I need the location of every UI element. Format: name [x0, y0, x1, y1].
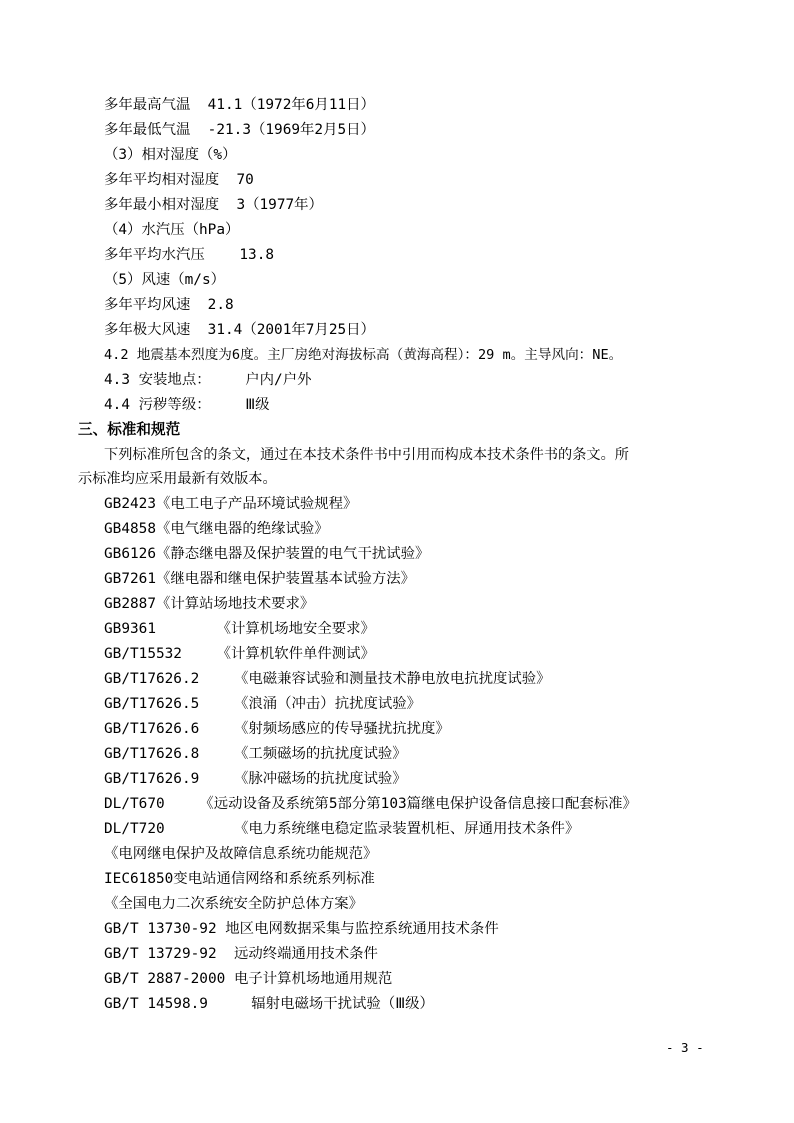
climate-line: （3）相对湿度（%） [104, 147, 237, 163]
standard-item: DL/T670 《远动设备及系统第5部分第103篇继电保护设备信息接口配套标准》 [104, 796, 637, 812]
standard-item: GB/T 13730-92 地区电网数据采集与监控系统通用技术条件 [104, 921, 499, 937]
standard-item: GB2887《计算站场地技术要求》 [104, 596, 315, 612]
standard-item: GB/T17626.6 《射频场感应的传导骚扰抗扰度》 [104, 721, 450, 737]
standard-item: 《全国电力二次系统安全防护总体方案》 [104, 896, 364, 912]
standard-item: GB6126《静态继电器及保护装置的电气干扰试验》 [104, 546, 430, 562]
standard-item: GB2423《电工电子产品环境试验规程》 [104, 496, 358, 512]
climate-line: 多年平均水汽压 13.8 [104, 247, 275, 263]
section-intro: 下列标准所包含的条文，通过在本技术条件书中引用而构成本技术条件书的条文。所 [104, 447, 629, 463]
standard-item: GB/T15532 《计算机软件单件测试》 [104, 646, 375, 662]
climate-line: 多年平均风速 2.8 [104, 297, 234, 313]
climate-line: （4）水汽压（hPa） [104, 222, 240, 238]
seismic-line: 4.2 地震基本烈度为6度。主厂房绝对海拔标高（黄海高程）：29 m。主导风向：NE。 [104, 347, 623, 363]
standard-item: IEC61850变电站通信网络和系统系列标准 [104, 871, 375, 887]
standard-item: GB/T 2887-2000 电子计算机场地通用规范 [104, 971, 393, 987]
standard-item: GB/T17626.2 《电磁兼容试验和测量技术静电放电抗扰度试验》 [104, 671, 551, 687]
standard-item: 《电网继电保护及故障信息系统功能规范》 [104, 846, 378, 862]
page-number: - 3 - [666, 1040, 704, 1055]
climate-line: 多年最小相对湿度 3（1977年） [104, 197, 323, 213]
standard-item: DL/T720 《电力系统继电稳定监录装置机柜、屏通用技术条件》 [104, 821, 580, 837]
install-location-line: 4.3 安装地点： 户内/户外 [104, 372, 312, 388]
standard-item: GB/T 13729-92 远动终端通用技术条件 [104, 946, 378, 962]
climate-line: 多年最高气温 41.1（1972年6月11日） [104, 97, 375, 113]
climate-line: 多年最低气温 -21.3（1969年2月5日） [104, 122, 375, 138]
pollution-level-line: 4.4 污秽等级： Ⅲ级 [104, 397, 270, 413]
section-heading: 三、标准和规范 [78, 421, 181, 438]
standard-item: GB/T 14598.9 辐射电磁场干扰试验（Ⅲ级） [104, 996, 434, 1012]
standard-item: GB/T17626.8 《工频磁场的抗扰度试验》 [104, 746, 407, 762]
standard-item: GB4858《电气继电器的绝缘试验》 [104, 521, 329, 537]
standard-item: GB/T17626.5 《浪涌（冲击）抗扰度试验》 [104, 696, 422, 712]
standard-item: GB7261《继电器和继电保护装置基本试验方法》 [104, 571, 416, 587]
climate-line: 多年极大风速 31.4（2001年7月25日） [104, 322, 375, 338]
section-intro: 示标准均应采用最新有效版本。 [78, 471, 277, 487]
standard-item: GB/T17626.9 《脉冲磁场的抗扰度试验》 [104, 771, 407, 787]
climate-line: 多年平均相对湿度 70 [104, 172, 254, 188]
standard-item: GB9361 《计算机场地安全要求》 [104, 621, 375, 637]
climate-line: （5）风速（m/s） [104, 272, 225, 288]
